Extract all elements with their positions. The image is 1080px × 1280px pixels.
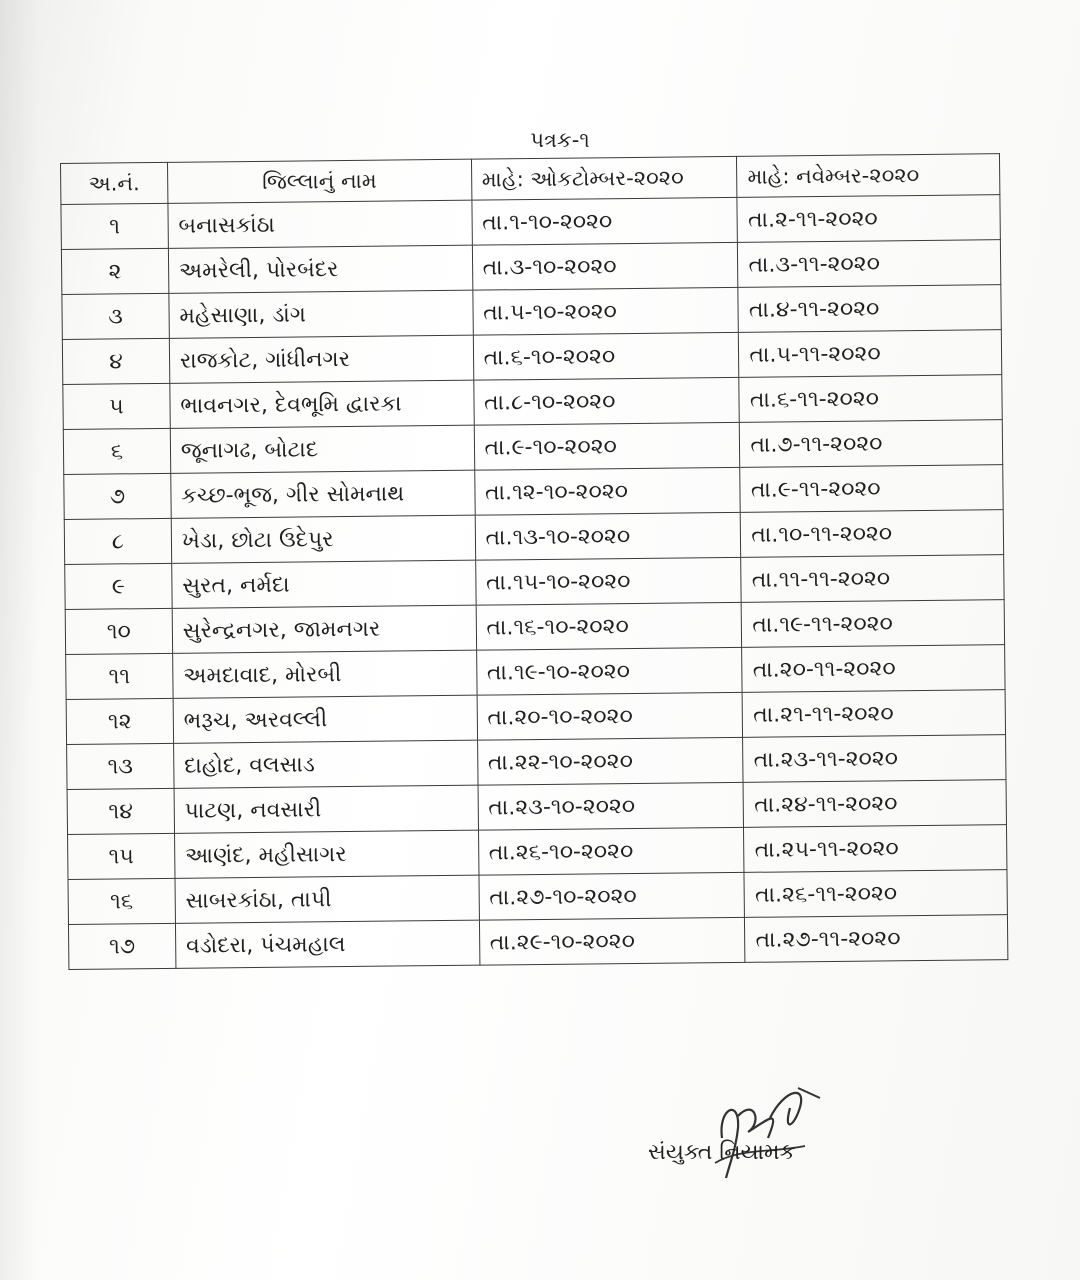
cell-october-date: તા.૧૨-૧૦-૨૦૨૦ [474, 467, 740, 515]
cell-november-date: તા.૧૦-૧૧-૨૦૨૦ [741, 510, 1004, 558]
cell-serial-no: ૪ [62, 338, 169, 384]
cell-november-date: તા.૧૯-૧૧-૨૦૨૦ [742, 600, 1005, 648]
cell-november-date: તા.૯-૧૧-૨૦૨૦ [740, 465, 1003, 513]
cell-october-date: તા.૨૭-૧૦-૨૦૨૦ [479, 872, 745, 920]
cell-district-name: જૂનાગઢ, બોટાદ [170, 425, 474, 473]
cell-october-date: તા.૮-૧૦-૨૦૨૦ [473, 377, 739, 425]
cell-october-date: તા.૧૯-૧૦-૨૦૨૦ [476, 647, 742, 695]
cell-district-name: ભરૂચ, અરવલ્લી [173, 695, 477, 743]
cell-district-name: બનાસકાંઠા [168, 200, 472, 248]
cell-district-name: રાજકોટ, ગાંધીનગર [169, 335, 473, 383]
cell-serial-no: ૧૧ [66, 653, 173, 699]
cell-district-name: પાટણ, નવસારી [174, 785, 478, 833]
cell-district-name: વડોદરા, પંચમહાલ [175, 920, 479, 968]
cell-october-date: તા.૨૨-૧૦-૨૦૨૦ [477, 737, 743, 785]
signature-label: સંયુક્ત નિયામક [648, 1140, 796, 1165]
header-november: માહે: નવેમ્બર-૨૦૨૦ [737, 154, 1000, 198]
cell-november-date: તા.૨૭-૧૧-૨૦૨૦ [745, 915, 1008, 963]
signature-mark [700, 1068, 830, 1198]
cell-serial-no: ૧૦ [65, 608, 172, 654]
cell-serial-no: ૫ [63, 383, 170, 429]
cell-october-date: તા.૨૯-૧૦-૨૦૨૦ [479, 917, 745, 965]
cell-november-date: તા.૪-૧૧-૨૦૨૦ [738, 285, 1001, 333]
cell-october-date: તા.૨૦-૧૦-૨૦૨૦ [477, 692, 743, 740]
cell-district-name: મહેસાણા, ડાંગ [169, 290, 473, 338]
cell-serial-no: ૯ [65, 563, 172, 609]
cell-october-date: તા.૩-૧૦-૨૦૨૦ [472, 242, 738, 290]
district-schedule-table [60, 153, 1008, 970]
cell-november-date: તા.૫-૧૧-૨૦૨૦ [739, 330, 1002, 378]
document-title: પત્રક-૧ [530, 128, 590, 152]
cell-november-date: તા.૨૪-૧૧-૨૦૨૦ [743, 780, 1006, 828]
header-october: માહે: ઓકટોમ્બર-૨૦૨૦ [471, 156, 737, 200]
cell-serial-no: ૮ [64, 518, 171, 564]
paper-shadow [0, 0, 40, 1280]
cell-november-date: તા.૨૩-૧૧-૨૦૨૦ [743, 735, 1006, 783]
cell-serial-no: ૨ [61, 248, 168, 294]
cell-october-date: તા.૬-૧૦-૨૦૨૦ [473, 332, 739, 380]
cell-october-date: તા.૯-૧૦-૨૦૨૦ [474, 422, 740, 470]
cell-october-date: તા.૧૫-૧૦-૨૦૨૦ [475, 557, 741, 605]
cell-serial-no: ૧૪ [67, 788, 174, 834]
cell-district-name: ભાવનગર, દેવભૂમિ દ્વારકા [170, 380, 474, 428]
cell-serial-no: ૧ [61, 203, 168, 249]
cell-district-name: અમરેલી, પોરબંદર [168, 245, 472, 293]
cell-november-date: તા.૨૧-૧૧-૨૦૨૦ [742, 690, 1005, 738]
cell-serial-no: ૧૬ [68, 878, 175, 924]
cell-november-date: તા.૬-૧૧-૨૦૨૦ [739, 375, 1002, 423]
header-serial-no: અ.નં. [61, 162, 168, 204]
cell-district-name: દાહોદ, વલસાડ [173, 740, 477, 788]
cell-serial-no: ૩ [62, 293, 169, 339]
cell-district-name: સુરેન્દ્રનગર, જામનગર [172, 605, 476, 653]
cell-october-date: તા.૫-૧૦-૨૦૨૦ [472, 287, 738, 335]
cell-district-name: સુરત, નર્મદા [172, 560, 476, 608]
cell-serial-no: ૧૭ [68, 923, 175, 969]
cell-serial-no: ૧૫ [68, 833, 175, 879]
cell-october-date: તા.૨૬-૧૦-૨૦૨૦ [478, 827, 744, 875]
cell-serial-no: ૭ [64, 473, 171, 519]
cell-serial-no: ૧૩ [67, 743, 174, 789]
cell-november-date: તા.૨૦-૧૧-૨૦૨૦ [742, 645, 1005, 693]
cell-district-name: કચ્છ-ભૂજ, ગીર સોમનાથ [171, 470, 475, 518]
table-row [68, 915, 1007, 970]
cell-november-date: તા.૭-૧૧-૨૦૨૦ [740, 420, 1003, 468]
cell-november-date: તા.૨૫-૧૧-૨૦૨૦ [744, 825, 1007, 873]
cell-district-name: અમદાવાદ, મોરબી [172, 650, 476, 698]
cell-district-name: ખેડા, છોટા ઉદેપુર [171, 515, 475, 563]
cell-district-name: આણંદ, મહીસાગર [174, 830, 478, 878]
cell-serial-no: ૬ [63, 428, 170, 474]
cell-october-date: તા.૨૩-૧૦-૨૦૨૦ [478, 782, 744, 830]
cell-district-name: સાબરકાંઠા, તાપી [175, 875, 479, 923]
cell-october-date: તા.૧૬-૧૦-૨૦૨૦ [476, 602, 742, 650]
cell-november-date: તા.૨૬-૧૧-૨૦૨૦ [744, 870, 1007, 918]
cell-october-date: તા.૧૩-૧૦-૨૦૨૦ [475, 512, 741, 560]
cell-november-date: તા.૩-૧૧-૨૦૨૦ [738, 240, 1001, 288]
cell-october-date: તા.૧-૧૦-૨૦૨૦ [471, 197, 737, 245]
cell-serial-no: ૧૨ [66, 698, 173, 744]
cell-november-date: તા.૨-૧૧-૨૦૨૦ [737, 195, 1000, 243]
table-body [61, 195, 1008, 970]
cell-november-date: તા.૧૧-૧૧-૨૦૨૦ [741, 555, 1004, 603]
header-district-name: જિલ્લાનું નામ [167, 159, 471, 203]
